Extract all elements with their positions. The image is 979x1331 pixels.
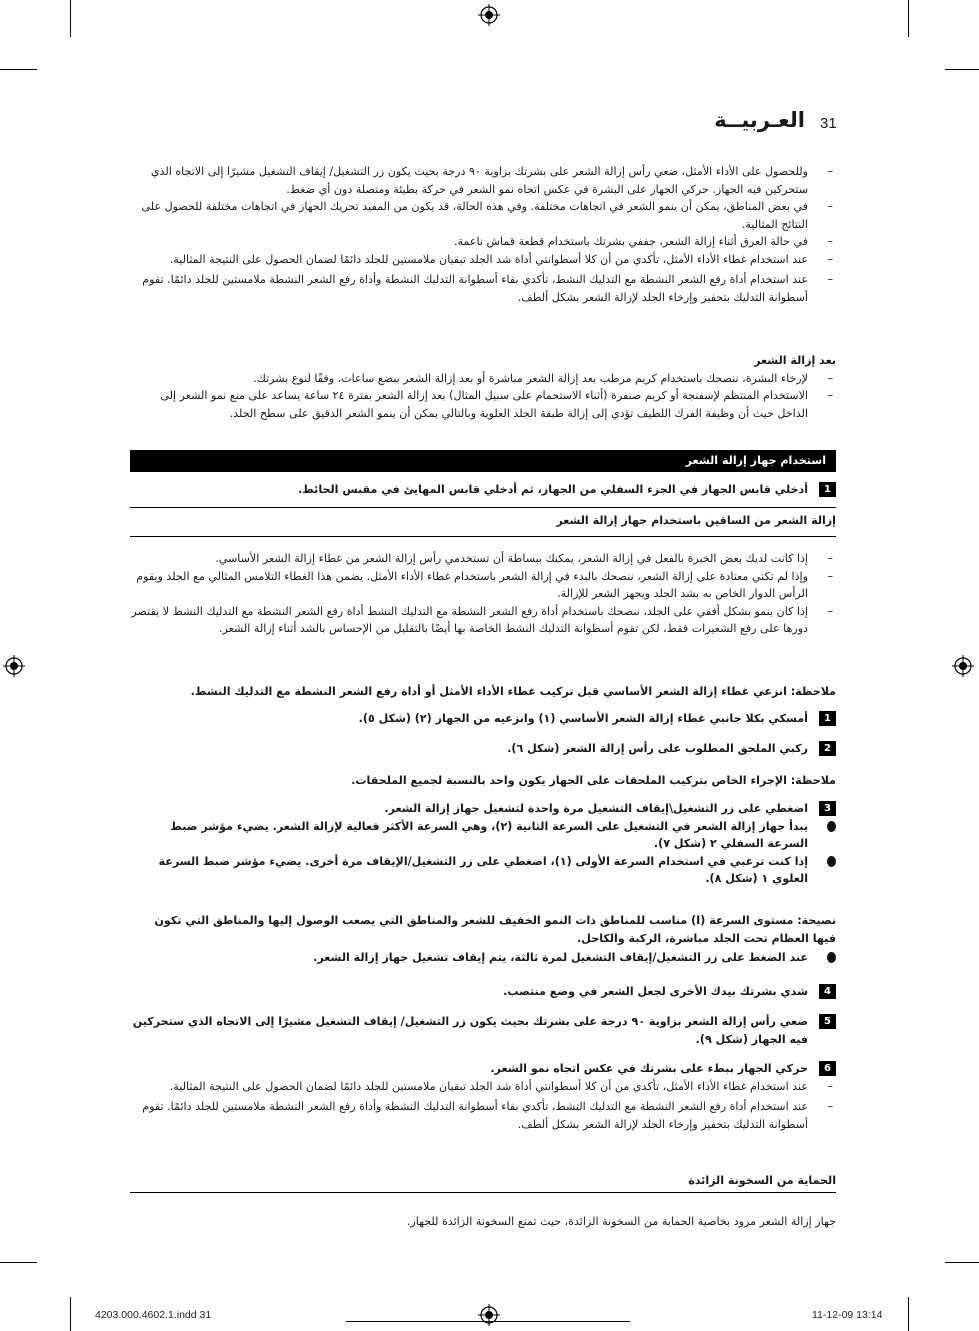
registration-mark-icon <box>3 655 25 677</box>
section-heading: إزالة الشعر من الساقين باستخدام جهاز إزالة الشعر <box>556 514 836 527</box>
step-number: 6 <box>819 1061 836 1076</box>
step-item <box>130 983 836 1001</box>
divider <box>130 536 836 537</box>
tip <box>130 912 836 967</box>
step-6 <box>130 1060 836 1133</box>
registration-mark-icon <box>952 655 974 677</box>
divider <box>130 507 836 508</box>
step-text: اضغطي على زر التشغيل\إيقاف التشغيل مرة واحدة لتشغيل جهاز إزالة الشعر. <box>384 802 808 815</box>
step-number: 4 <box>819 984 836 999</box>
crop-mark <box>0 69 37 70</box>
registration-mark-icon <box>478 1304 500 1326</box>
note-1 <box>130 683 836 701</box>
step-text: ضعي رأس إزالة الشعر بزاوية ٩٠ درجة على بشرتك بحيث يكون زر التشغيل/ إيقاف التشغيل مشيرًا إلى الاتجاه الذي ستحركين فيه الجهاز (شكل ٩). <box>132 1015 808 1046</box>
registration-mark-icon <box>478 4 500 26</box>
list-item: – إذا كانت لديك بعض الخبرة بالفعل في إزالة الشعر، يمكنك ببساطة أن تستخدمي رأس إزالة الشعر من غطاء إزالة الشعر الأساسي. <box>130 550 836 568</box>
step-2 <box>130 740 836 758</box>
step-number: 3 <box>819 801 836 816</box>
step-item <box>130 1060 836 1078</box>
step-4 <box>130 983 836 1001</box>
step-item <box>130 481 836 499</box>
section-heading: بعد إزالة الشعر <box>754 354 836 367</box>
overheat-heading-block <box>130 1172 836 1190</box>
sub-bullet: إذا كنت ترغبي في استخدام السرعة الأولى (١)، اضغطي على زر التشغيل/الإيقاف مرة أخرى. يضيء مؤشر ضبط السرعة العلوي ١ (شكل ٨). <box>130 853 836 888</box>
tip-text: نصيحة: مستوى السرعة (I) مناسب للمناطق ذات النمو الخفيف للشعر والمناطق التي يصعب الوصول إليها والمناطق التي تكون فيها العظام تحت الجلد مباشرة، الركبة والكاحل. <box>154 914 836 945</box>
section-bar <box>130 450 836 472</box>
crop-mark <box>908 1297 909 1331</box>
step-number: 5 <box>819 1014 836 1029</box>
plug-step <box>130 481 836 499</box>
list-item: – الاستخدام المنتظم لإسفنجة أو كريم صنفرة (أثناء الاستحمام على سبيل المثال) بعد إزالة الشعر بفترة ٢٤ ساعة يساعد على منع نمو الشعر إلى الداخل حيث أن وظيفة الفرك اللطيف تؤدي إلى إزالة طبقة الجلد العلوية وبالتالي يمكن أن ينمو الشعر الدقيق على سطح الجلد. <box>130 387 836 422</box>
step-item <box>130 1013 836 1048</box>
intro-bullets <box>130 163 836 306</box>
footer-date: 11-12-09 13:14 <box>812 1309 883 1321</box>
list-item: – عند استخدام أداة رفع الشعر النشطة مع التدليك النشط، تأكدي بقاء أسطوانة التدليك النشطة وأداة رفع الشعر النشطة ملامستين للجلد دائمًا. تقوم أسطوانة التدليك بتحفيز وإرخاء الجلد لإزالة الشعر بشكل ألطف. <box>130 1098 836 1133</box>
crop-mark <box>70 0 71 37</box>
list-item: – إذا كان ينمو بشكل أفقي على الجلد، ننصحك باستخدام أداة رفع الشعر النشطة مع التدليك النشط أداة رفع الشعر النشطة مع التدليك النشط لا يقتصر دورها على رفع الشعيرات فقط، لكن تقوم أسطوانة التدليك النشط الخاصة بها أيضًا بالتقليل من الإحساس بالشد أثناء إزالة الشعر. <box>130 603 836 638</box>
legs-heading-block <box>130 512 836 530</box>
step-5 <box>130 1013 836 1048</box>
after-epilation-section <box>130 352 836 422</box>
step-item <box>130 710 836 728</box>
sub-bullet: عند الضغط على زر التشغيل/إيقاف التشغيل لمرة ثالثة، يتم إيقاف تشغيل جهاز إزالة الشعر. <box>130 949 836 967</box>
crop-mark <box>908 0 909 37</box>
list-item: – لإرخاء البشرة، ننصحك باستخدام كريم مرطب بعد إزالة الشعر مباشرة أو بعد إزالة الشعر ببضع ساعات، وفقًا لنوع بشرتك. <box>130 370 836 388</box>
step-text: ركبي الملحق المطلوب على رأس إزالة الشعر (شكل ٦). <box>507 742 808 755</box>
crop-mark <box>0 1262 37 1263</box>
list-item: – في بعض المناطق، يمكن أن ينمو الشعر في اتجاهات مختلفة. وفي هذه الحالة، قد يكون من المفيد تحريك الجهاز في اتجاهات مختلفة للحصول على النتائج المثالية. <box>130 198 836 233</box>
crop-mark <box>945 69 979 70</box>
crop-mark <box>945 1262 979 1263</box>
list-item: – عند استخدام غطاء الأداء الأمثل، تأكدي من أن كلا أسطوانتي أداة شد الجلد تبقيان ملامستين للجلد دائمًا لضمان الحصول على النتيجة المثالية. <box>130 1078 836 1096</box>
language-title: العـربيــة <box>714 108 805 132</box>
step-3 <box>130 800 836 888</box>
section-heading: الحماية من السخونة الزائدة <box>688 1174 836 1187</box>
note-2 <box>130 772 836 790</box>
step-number: 2 <box>819 741 836 756</box>
page-number: 31 <box>820 115 837 132</box>
sub-bullet: يبدأ جهاز إزالة الشعر في التشغيل على السرعة الثانية (٢)، وهي السرعة الأكثر فعالية لإزالة الشعر. يضيء مؤشر ضبط السرعة السفلي ٢ (شكل ٧). <box>130 818 836 853</box>
footer-file: 4203.000.4602.1.indd 31 <box>95 1309 212 1321</box>
step-text: شدي بشرتك بيدك الأخرى لجعل الشعر في وضع منتصب. <box>503 985 808 998</box>
divider <box>130 1192 836 1193</box>
step-number: 1 <box>819 711 836 726</box>
step-item <box>130 740 836 758</box>
list-item: – وإذا لم تكني معتادة على إزالة الشعر، ننصحك بالبدء في إزالة الشعر باستخدام غطاء الأداء الأمثل. يضمن هذا الغطاء التلامس المثالي مع الجلد ويقوم الرأس الدوار الخاص به بشد الجلد ويجهز الشعر للإزالة. <box>130 568 836 603</box>
note-text: ملاحظة: انزعي غطاء إزالة الشعر الأساسي قبل تركيب غطاء الأداء الأمثل أو أداة رفع الشعر النشطة مع التدليك النشط. <box>190 685 836 698</box>
note-text: ملاحظة: الإجراء الخاص بتركيب الملحقات على الجهاز يكون واحد بالنسبة لجميع الملحقات. <box>351 774 836 787</box>
list-item: – عند استخدام غطاء الأداء الأمثل، تأكدي من أن كلا أسطوانتي أداة شد الجلد تبقيان ملامستين للجلد دائمًا لضمان الحصول على النتيجة المثالية. <box>130 251 836 269</box>
legs-bullets <box>130 550 836 638</box>
list-item: – وللحصول على الأداء الأمثل، ضعي رأس إزالة الشعر على بشرتك بزاوية ٩٠ درجة بحيث يكون زر التشغيل/ إيقاف التشغيل مشيرًا إلى الاتجاه الذي ستحركين فيه الجهاز. حركي الجهاز على البشرة في عكس اتجاه نمو الشعر في حركة بطيئة ومتصلة دون أي ضغط. <box>130 163 836 198</box>
footer-rule <box>346 1321 630 1322</box>
section-bar-title: استخدام جهاز إزالة الشعر <box>130 450 836 472</box>
step-1 <box>130 710 836 728</box>
step-text: حركي الجهاز ببطء على بشرتك في عكس اتجاه نمو الشعر. <box>490 1062 808 1075</box>
list-item: – عند استخدام أداة رفع الشعر النشطة مع التدليك النشط، تأكدي بقاء أسطوانة التدليك النشطة وأداة رفع الشعر النشطة ملامستين للجلد دائمًا. تقوم أسطوانة التدليك بتحفيز وإرخاء الجلد لإزالة الشعر بشكل ألطف. <box>130 271 836 306</box>
step-item <box>130 800 836 818</box>
step-text: أدخلي قابس الجهاز في الجزء السفلي من الجهاز، ثم أدخلي قابس المهايئ في مقبس الحائط. <box>298 483 808 496</box>
overheat-text-block <box>130 1213 836 1231</box>
list-item: – في حالة العرق أثناء إزالة الشعر، جففي بشرتك باستخدام قطعة قماش ناعمة. <box>130 233 836 251</box>
step-text: أمسكي بكلا جانبي غطاء إزالة الشعر الأساسي (١) وانزعيه من الجهاز (٢) (شكل ٥). <box>358 712 808 725</box>
paragraph: جهاز إزالة الشعر مزود بخاصية الحماية من السخونة الزائدة، حيث تمنع السخونة الزائدة للجهاز. <box>406 1215 836 1228</box>
crop-mark <box>70 1297 71 1331</box>
step-number: 1 <box>819 482 836 497</box>
